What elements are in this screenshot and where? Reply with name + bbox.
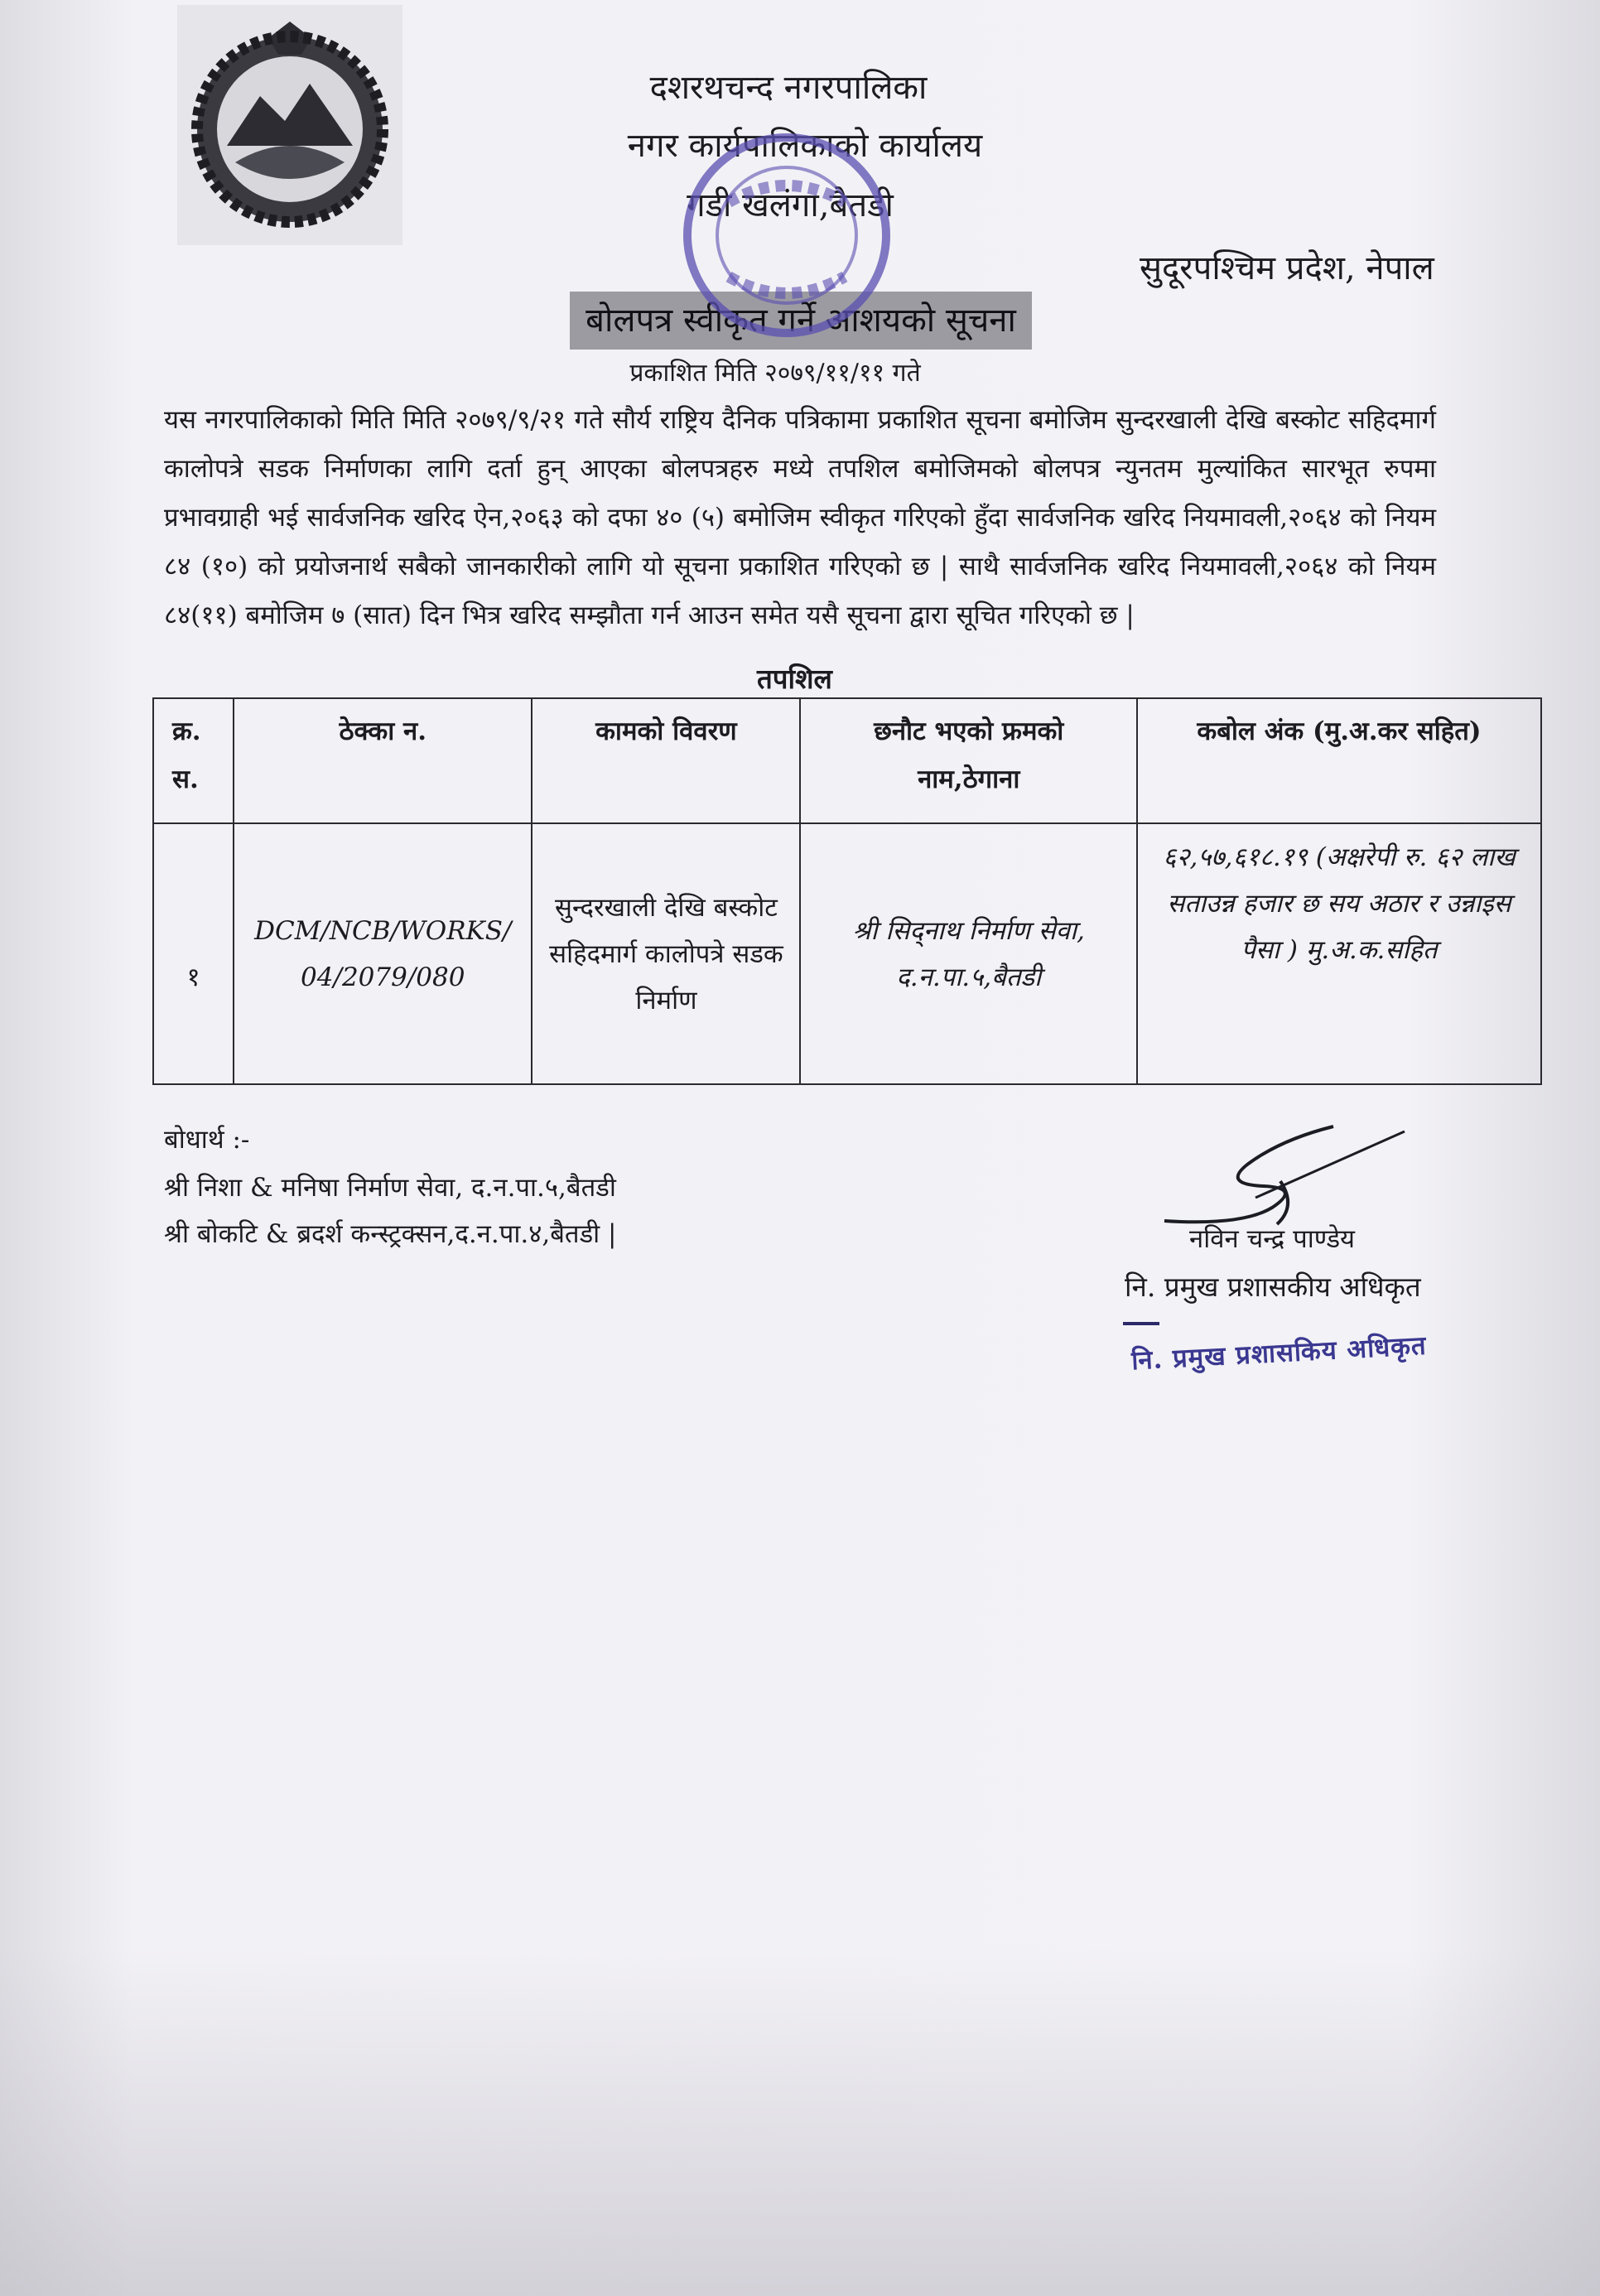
signer-name: नविन चन्द्र पाण्डेय xyxy=(1189,1224,1356,1254)
cc-item: श्री बोकटि & ब्रदर्श कन्स्ट्रक्सन,द.न.पा.४,बैतडी | xyxy=(164,1219,617,1249)
award-table xyxy=(152,697,1542,1085)
published-date: प्रकाशित मिति २०७९/११/११ गते xyxy=(629,359,921,388)
seal-divider xyxy=(1123,1322,1159,1325)
office-stamp-icon xyxy=(629,111,944,359)
official-seal: नि. प्रमुख प्रशासकिय अधिकृत xyxy=(1130,1330,1428,1377)
cell-bid-amount: ६२,५७,६१८.१९ (अक्षरेपी रु. ६२ लाख सताउन्न हजार छ सय अठार र उन्नाइस पैसा ) मु.अ.क.सहित xyxy=(1137,823,1541,1084)
signer-designation: नि. प्रमुख प्रशासकीय अधिकृत xyxy=(1125,1271,1421,1303)
cell-selected-firm: श्री सिद्नाथ निर्माण सेवा, द.न.पा.५,बैतडी xyxy=(800,823,1136,1084)
office-address: गडी खलंगा,बैतडी xyxy=(687,186,894,224)
table-caption: तपशिल xyxy=(757,663,832,695)
municipality-name: दशरथचन्द नगरपालिका xyxy=(649,69,928,107)
header-contract-no: ठेक्का न. xyxy=(234,698,532,823)
header-work: कामको विवरण xyxy=(532,698,800,823)
header-sn: क्र. स. xyxy=(153,698,234,823)
page-shadow xyxy=(0,1948,1600,2296)
table-header-row xyxy=(153,698,1541,823)
cell-work: सुन्दरखाली देखि बस्कोट सहिदमार्ग कालोपत्रे सडक निर्माण xyxy=(532,823,800,1084)
cell-contract-no: DCM/NCB/WORKS/ 04/2079/080 xyxy=(234,823,532,1084)
notice-title: बोलपत्र स्वीकृत गर्ने आशयको सूचना xyxy=(570,292,1032,350)
office-name: नगर कार्यपालिकाको कार्यालय xyxy=(627,127,983,165)
header-selected-firm: छनौट भएको फ्रमको नाम,ठेगाना xyxy=(800,698,1136,823)
cc-label: बोधार्थ :- xyxy=(164,1125,250,1155)
notice-body: यस नगरपालिकाको मिति मिति २०७९/९/२१ गते सौर्य राष्ट्रिय दैनिक पत्रिकामा प्रकाशित सूचना बमोजिम सुन्दरखाली देखि बस्कोट सहिदमार्ग कालोपत्रे सडक निर्माणका लागि दर्ता हुन् आएका बोलपत्रहरु मध्ये तपशिल बमोजिमको बोलपत्र न्युनतम मुल्यांकित सारभूत रुपमा प्रभावग्राही भई सार्वजनिक खरिद ऐन,२०६३ को दफा ४० (५) बमोजिम स्वीकृत गरिएको हुँदा सार्वजनिक खरिद नियमावली,२०६४ को नियम ८४ (१०) को प्रयोजनार्थ सबैको जानकारीको लागि यो सूचना प्रकाशित गरिएको छ | साथै सार्वजनिक खरिद नियमावली,२०६४ को नियम ८४(११) बमोजिम ७ (सात) दिन भित्र खरिद सम्झौता गर्न आउन समेत यसै सूचना द्वारा सूचित गरिएको छ | xyxy=(164,405,1436,630)
header-bid-amount: कबोल अंक (मु.अ.कर सहित) xyxy=(1137,698,1541,823)
cc-item: श्री निशा & मनिषा निर्माण सेवा, द.न.पा.५,बैतडी xyxy=(164,1173,616,1203)
cell-sn: १ xyxy=(153,823,234,1084)
province-name: सुदूरपश्चिम प्रदेश, नेपाल xyxy=(1140,249,1434,287)
table-row xyxy=(153,823,1541,1084)
